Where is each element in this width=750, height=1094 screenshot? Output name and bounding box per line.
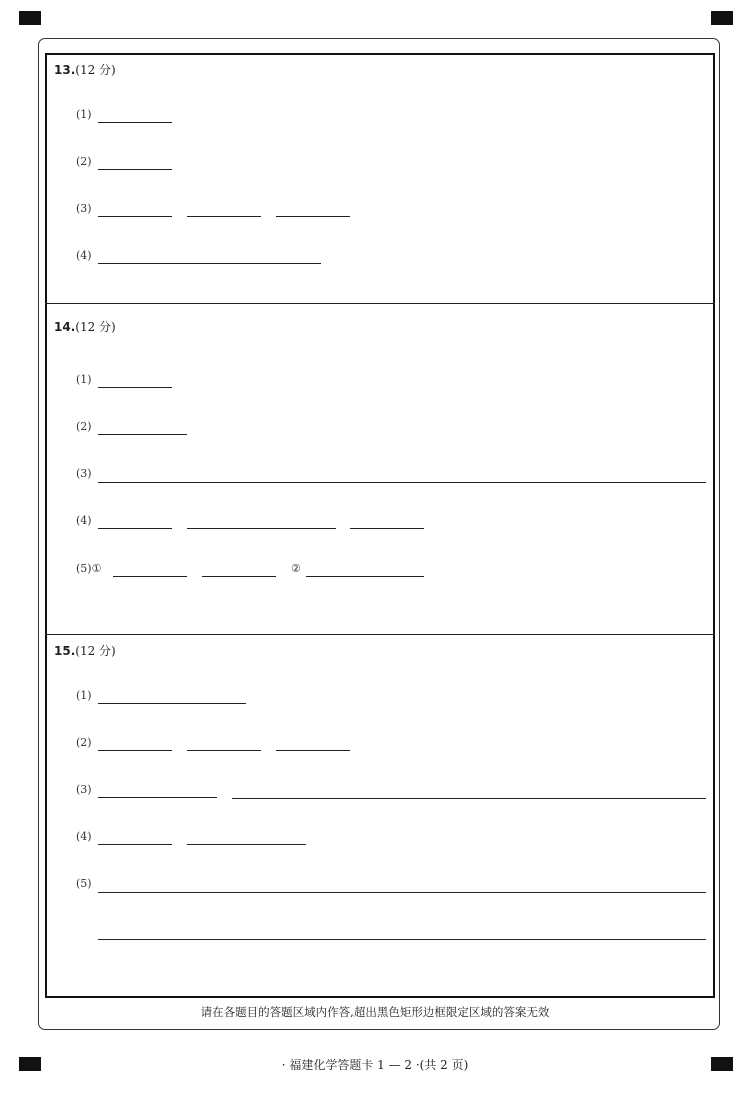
answer-blank[interactable] bbox=[98, 844, 172, 845]
section-divider bbox=[45, 634, 715, 635]
answer-blank[interactable] bbox=[98, 703, 246, 704]
answer-blank[interactable] bbox=[276, 750, 350, 751]
answer-blank[interactable] bbox=[98, 434, 187, 435]
q14-part-4-label: (4) bbox=[76, 514, 92, 527]
section-divider bbox=[45, 303, 715, 304]
question-14-title bbox=[54, 318, 116, 335]
question-score: (12 分) bbox=[75, 644, 116, 658]
q13-part-2-label: (2) bbox=[76, 155, 92, 168]
answer-blank[interactable] bbox=[187, 528, 336, 529]
question-number: 15. bbox=[54, 644, 76, 658]
q14-part-3-label: (3) bbox=[76, 467, 92, 480]
answer-blank[interactable] bbox=[350, 528, 424, 529]
q15-part-2-label: (2) bbox=[76, 736, 92, 749]
question-score: (12 分) bbox=[75, 320, 116, 334]
answer-area-notice: 请在各题目的答题区域内作答,超出黑色矩形边框限定区域的答案无效 bbox=[200, 1005, 550, 1019]
question-number: 14. bbox=[54, 320, 76, 334]
answer-region-border bbox=[45, 53, 715, 998]
answer-blank[interactable] bbox=[187, 844, 306, 845]
answer-blank[interactable] bbox=[98, 216, 172, 217]
answer-blank[interactable] bbox=[98, 122, 172, 123]
answer-blank[interactable] bbox=[232, 798, 706, 799]
q13-part-1-label: (1) bbox=[76, 108, 92, 121]
answer-blank[interactable] bbox=[187, 750, 261, 751]
answer-blank[interactable] bbox=[306, 576, 424, 577]
q13-part-3-label: (3) bbox=[76, 202, 92, 215]
answer-blank[interactable] bbox=[98, 750, 172, 751]
answer-blank[interactable] bbox=[202, 576, 276, 577]
q14-part-5-label: (5)① bbox=[76, 562, 102, 575]
answer-blank[interactable] bbox=[98, 482, 706, 483]
q14-part-5-sub-2-label: ② bbox=[291, 562, 301, 575]
q14-part-1-label: (1) bbox=[76, 373, 92, 386]
answer-blank[interactable] bbox=[98, 387, 172, 388]
q15-part-3-label: (3) bbox=[76, 783, 92, 796]
answer-blank[interactable] bbox=[276, 216, 350, 217]
page-footer: · 福建化学答题卡 1 — 2 ·(共 2 页) bbox=[281, 1058, 469, 1072]
answer-blank[interactable] bbox=[98, 263, 321, 264]
question-13-title bbox=[54, 61, 116, 78]
answer-blank[interactable] bbox=[98, 892, 706, 893]
corner-marker-top-left bbox=[19, 11, 41, 25]
answer-blank[interactable] bbox=[187, 216, 261, 217]
corner-marker-top-right bbox=[711, 11, 733, 25]
question-number: 13. bbox=[54, 63, 76, 77]
q15-part-5-label: (5) bbox=[76, 877, 92, 890]
q14-part-2-label: (2) bbox=[76, 420, 92, 433]
question-score: (12 分) bbox=[75, 63, 116, 77]
q13-part-4-label: (4) bbox=[76, 249, 92, 262]
answer-blank[interactable] bbox=[113, 576, 187, 577]
q15-part-1-label: (1) bbox=[76, 689, 92, 702]
answer-blank[interactable] bbox=[98, 528, 172, 529]
answer-blank[interactable] bbox=[98, 169, 172, 170]
q15-part-4-label: (4) bbox=[76, 830, 92, 843]
question-15-title bbox=[54, 642, 116, 659]
answer-blank[interactable] bbox=[98, 797, 217, 798]
answer-blank[interactable] bbox=[98, 939, 706, 940]
